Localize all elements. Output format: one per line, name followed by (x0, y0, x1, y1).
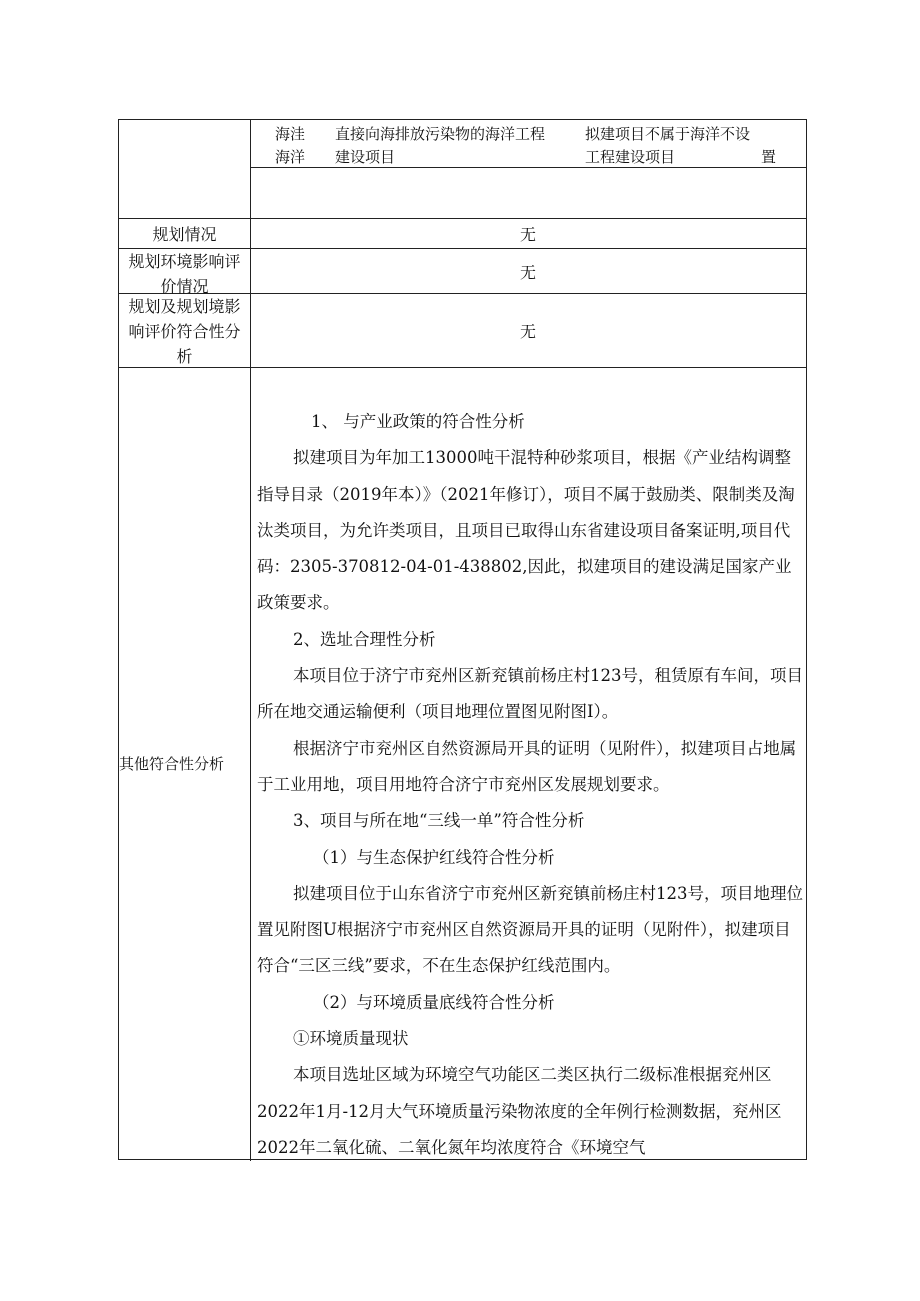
planning-value: 无 (519, 225, 536, 244)
document-table (118, 119, 807, 1160)
top-col3-line1: 拟建项目不属于海洋不设 (585, 125, 751, 143)
top-col3-line2: 工程建设项目 (585, 148, 676, 166)
other-analysis-label: 其他符合性分析 (119, 755, 225, 773)
paragraph-industrial-policy: 拟建项目为年加工13000吨干混特种砂浆项目，根据《产业结构调整指导目录（2019年本）》（2021年修订），项目不属于鼓励类、限制类及淘汰类项目，为允许类项目，且项目已取得山东省建设项目备案证明,项目代码：2305-370812-04-01-438802,因此，拟建项目的建设满足国家产业政策要求。 (257, 448, 795, 613)
inner-row-divider (250, 167, 806, 168)
top-col2-line2: 建设项目 (335, 148, 396, 166)
top-col2-line1: 直接向海排放污染物的海洋工程 (335, 125, 546, 143)
planning-conformity-label (119, 294, 250, 369)
paragraph-air-quality: 本项目选址区域为环境空气功能区二类区执行二级标准根据兖州区2022年1月-12月大气环境质量污染物浓度的全年例行检测数据，兖州区2022年二氧化硫、二氧化氮年均浓度符合《环境空气 (257, 1065, 782, 1157)
analysis-body (257, 404, 805, 1166)
top-col1-line2: 海洋 (275, 148, 306, 166)
heading-environment-status: ①环境质量现状 (293, 1029, 409, 1049)
label-line: 析 (176, 347, 193, 366)
heading-three-lines: 3、项目与所在地“三线一单”符合性分析 (293, 811, 585, 831)
row-divider (119, 218, 806, 219)
top-col4-line2: 置 (761, 148, 777, 166)
top-col1-line1: 海洼 (275, 125, 306, 143)
label-line: 规划环境影响评 (128, 252, 241, 271)
label-line: 价情况 (160, 277, 209, 296)
planning-conformity-value: 无 (519, 322, 536, 341)
paragraph-land-use: 根据济宁市兖州区自然资源局开具的证明（见附件），拟建项目占地属于工业用地，项目用地符合济宁市兖州区发展规划要求。 (257, 738, 797, 794)
heading-site-selection: 2、选址合理性分析 (293, 629, 436, 649)
label-line: 响评价符合性分 (128, 322, 241, 341)
paragraph-site-location: 本项目位于济宁市兖州区新兖镇前杨庄村123号，租赁原有车间，项目所在地交通运输便利（项目地理位置图见附图I）。 (257, 666, 803, 722)
planning-eia-label (119, 249, 250, 299)
planning-eia-value: 无 (519, 263, 536, 282)
paragraph-ecological-redline: 拟建项目位于山东省济宁市兖州区新兖镇前杨庄村123号，项目地理位置见附图U根据济宁市兖州区自然资源局开具的证明（见附件），拟建项目符合“三区三线”要求，不在生态保护红线范围内。 (257, 883, 803, 976)
subheading-ecological-redline: （1）与生态保护红线符合性分析 (313, 847, 555, 867)
label-line: 规划及规划境影 (128, 297, 241, 316)
subheading-environmental-quality: （2）与环境质量底线符合性分析 (313, 992, 555, 1012)
planning-label: 规划情况 (152, 225, 217, 244)
heading-industrial-policy: 1、 与产业政策的符合性分析 (311, 412, 525, 431)
